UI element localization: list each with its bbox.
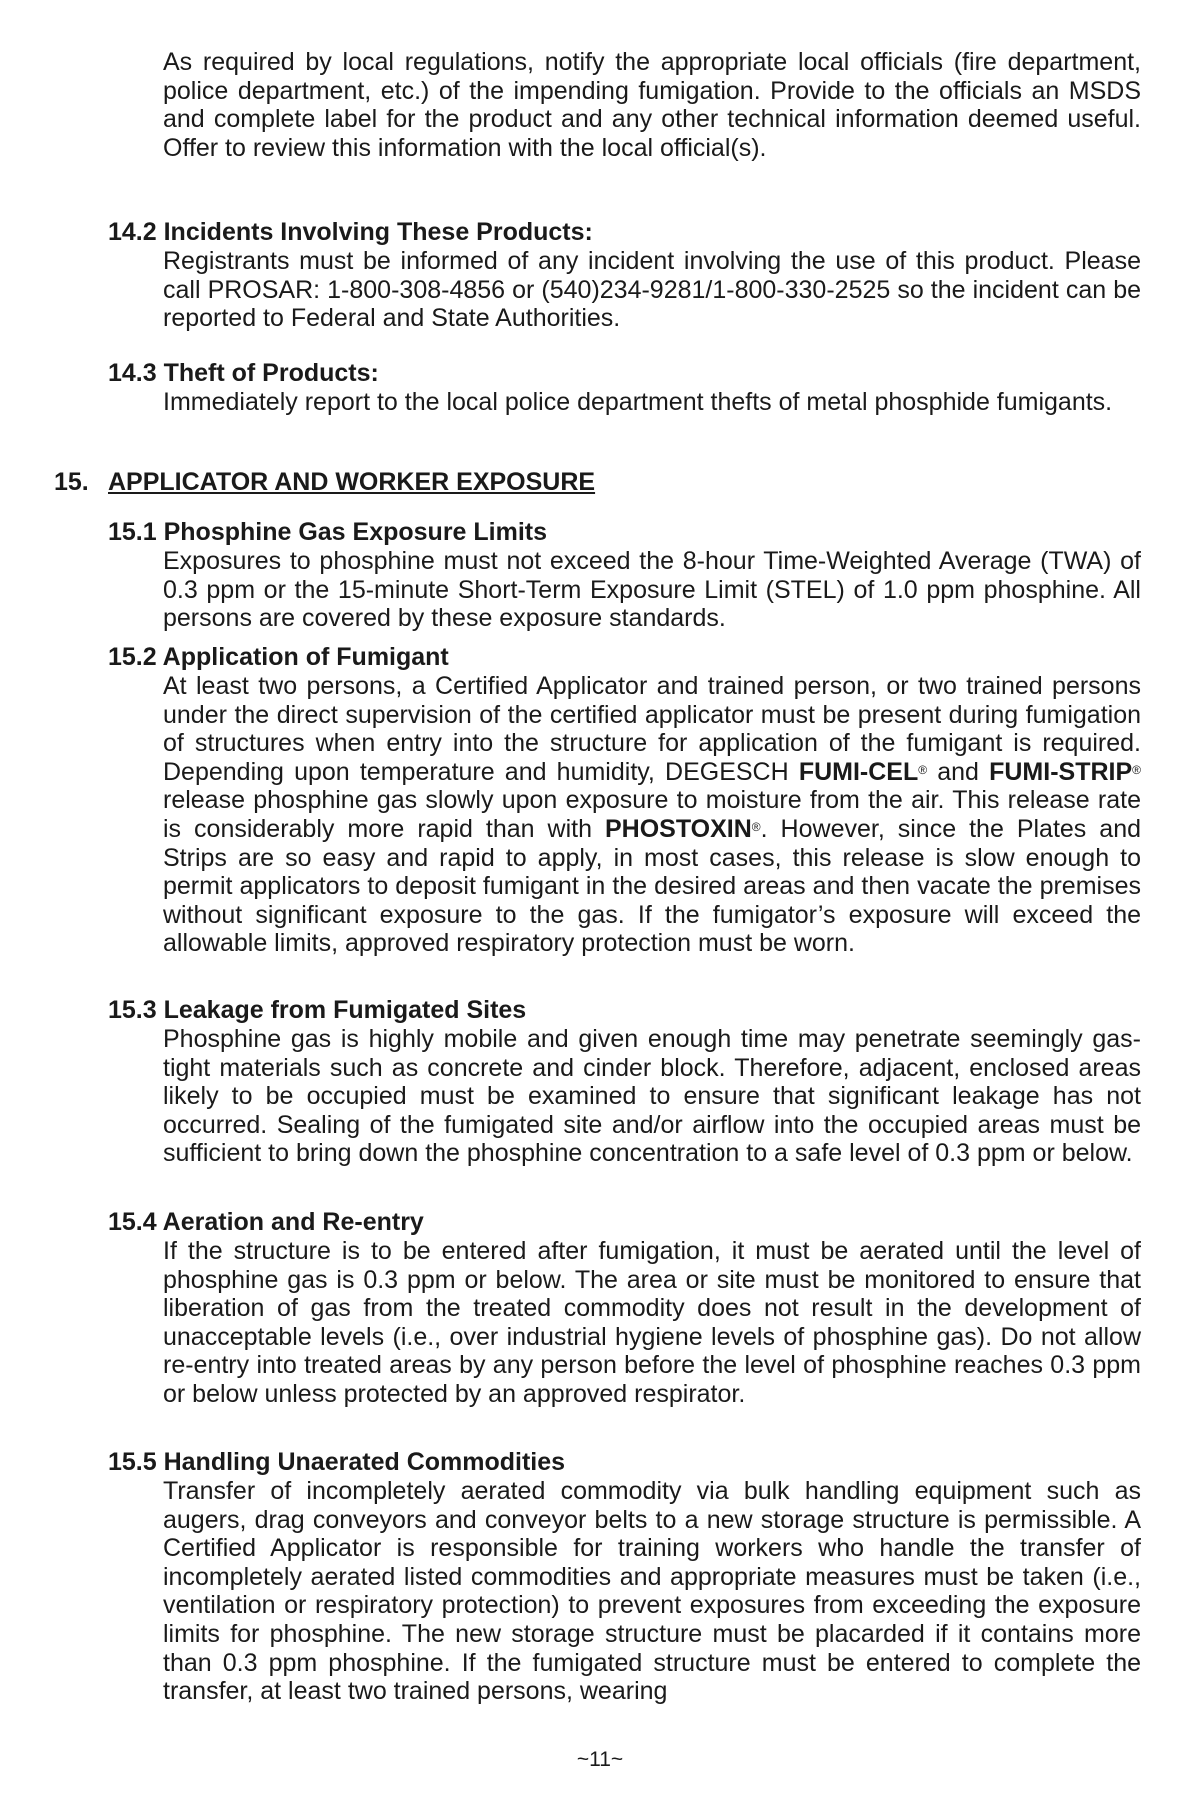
body-15-2-part2: release phosphine gas slowly upon exposure to moisture from the air. This release rate is considerably more rapid than with (163, 786, 1141, 843)
section-15-title: APPLICATOR AND WORKER EXPOSURE (108, 468, 596, 496)
registered-mark: ® (751, 819, 761, 834)
heading-15-4: 15.4 Aeration and Re-entry (108, 1208, 424, 1236)
brand-phostoxin: PHOSTOXIN (604, 814, 752, 843)
body-15-2-part3: . However, since the Plates and Strips are so easy and rapid to apply, in most cases, this release is slow enough to permit applicators to deposit fumigant in the desired areas and then vacate the premises without significant exposure to the gas. If the fumigator’s exposure will exceed the allowable limits, approved respiratory protection must be worn. (163, 814, 1142, 958)
section-15-number: 15. (54, 468, 89, 496)
body-15-5: Transfer of incompletely aerated commodity via bulk handling equipment such as augers, drag conveyors and conveyor belts to a new storage structure is permissible. A Certified Applicator is responsible for training workers who handle the transfer of incompletely aerated listed commodities and appropriate measures must be taken (i.e., ventilation or respiratory protection) to prevent exposures from exceeding the exposure limits for phosphine. The new storage structure must be placarded if it contains more than 0.3 ppm phosphine. If the fumigated structure must be entered to complete the transfer, at least two trained persons, wearing (163, 1477, 1141, 1706)
heading-15-3: 15.3 Leakage from Fumigated Sites (108, 996, 527, 1024)
body-14-3: Immediately report to the local police department thefts of metal phosphide fumigants. (163, 388, 1113, 416)
heading-14-2: 14.2 Incidents Involving These Products: (108, 218, 593, 246)
heading-14-3: 14.3 Theft of Products: (108, 359, 379, 387)
registered-mark: ® (918, 762, 928, 777)
body-14-2: Registrants must be informed of any incident involving the use of this product. Please call PROSAR: 1-800-308-4856 or (540)234-9281/1-800-330-2525 so the incident can be reported to Federal and State Authorities. (163, 247, 1141, 333)
body-15-4: If the structure is to be entered after fumigation, it must be aerated until the level of phosphine gas is 0.3 ppm or below. The area or site must be monitored to ensure that liberation of gas from the treated commodity does not result in the development of unacceptable levels (i.e., over industrial hygiene levels of phosphine gas). Do not allow re-entry into treated areas by any person before the level of phosphine reaches 0.3 ppm or below unless protected by an approved respirator. (163, 1237, 1141, 1408)
and-text: and (927, 757, 990, 786)
body-15-2-part1: At least two persons, a Certified Applicator and trained person, or two trained persons under the direct supervision of the certified applicator must be present during fumigation of structures when entry into the structure for application of the fumigant is required. Depending upon temperature and humidity, DEGESCH (163, 672, 1141, 786)
page-number: ~11~ (576, 1748, 624, 1771)
brand-fumi-cel: FUMI-CEL (798, 757, 919, 786)
brand-fumi-strip: FUMI-STRIP (989, 757, 1133, 786)
section-15-heading (54, 468, 595, 497)
body-15-2 (163, 672, 1141, 958)
body-15-1: Exposures to phosphine must not exceed the 8-hour Time-Weighted Average (TWA) of 0.3 ppm or the 15-minute Short-Term Exposure Limit (STEL) of 1.0 ppm phosphine. All persons are covered by these exposure standards. (163, 547, 1141, 633)
heading-15-5: 15.5 Handling Unaerated Commodities (108, 1448, 566, 1476)
heading-15-1: 15.1 Phosphine Gas Exposure Limits (108, 518, 548, 546)
intro-paragraph: As required by local regulations, notify the appropriate local officials (fire department, police department, etc.) of the impending fumigation. Provide to the officials an MSDS and complete label for the product and any other technical information deemed useful. Offer to review this information with the local official(s). (163, 48, 1141, 162)
heading-15-2: 15.2 Application of Fumigant (108, 643, 449, 671)
registered-mark: ® (1132, 762, 1141, 777)
body-15-3: Phosphine gas is highly mobile and given enough time may penetrate seemingly gas-tight materials such as concrete and cinder block. Therefore, adjacent, enclosed areas likely to be occupied must be examined to ensure that significant leakage has not occurred. Sealing of the fumigated site and/or airflow into the occupied areas must be sufficient to bring down the phosphine concentration to a safe level of 0.3 ppm or below. (163, 1025, 1141, 1168)
